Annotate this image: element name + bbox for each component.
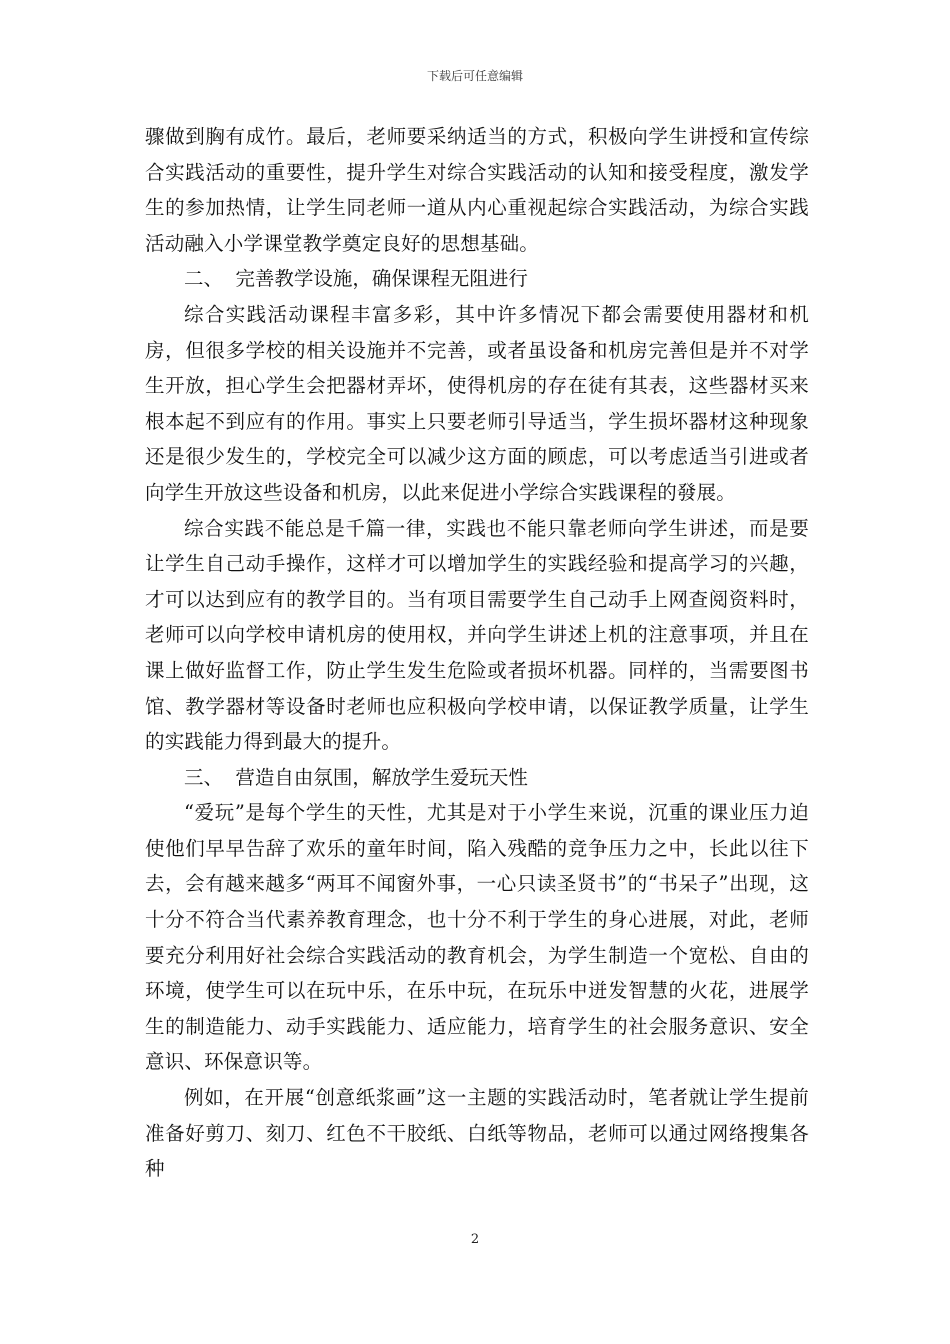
paragraph-hands-on-practice: 综合实践不能总是千篇一律，实践也不能只靠老师向学生讲述，而是要让学生自己动手操作，这样才可以增加学生的实践经验和提高学习的兴趣，才可以达到应有的教学目的。当有项目需要学生自己动手上网查阅资料时，老师可以向学校申请机房的使用权，并向学生讲述上机的注意事项，并且在课上做好监督工作，防止学生发生危险或者损坏机器。同样的，当需要图书馆、教学器材等设备时老师也应积极向学校申请，以保证教学质量，让学生的实践能力得到最大的提升。 (145, 516, 809, 754)
section-heading-2: 二、 完善教学设施，确保课程无阻进行 (184, 267, 528, 291)
paragraph-play-nature: “爱玩”是每个学生的天性，尤其是对于小学生来说，沉重的课业压力迫使他们早早告辞了欢乐的童年时间，陷入残酷的竞争压力之中，长此以往下去，会有越来越多“两耳不闻窗外事，一心只读圣贤书”的“书呆子”出现，这十分不符合当代素养教育理念，也十分不利于学生的身心进展，对此，老师要充分利用好社会综合实践活动的教育机会，为学生制造一个宽松、自由的环境，使学生可以在玩中乐，在乐中玩，在玩乐中迸发智慧的火花，进展学生的制造能力、动手实践能力、适应能力，培育学生的社会服务意识、安全意识、环保意识等。 (145, 801, 809, 1074)
page-header: 下载后可任意编辑 (426, 69, 523, 83)
section-heading-3: 三、 营造自由氛围，解放学生爱玩天性 (184, 765, 528, 789)
paragraph-example: 例如，在开展“创意纸浆画”这一主题的实践活动时，笔者就让学生提前准备好剪刀、刻刀、红色不干胶纸、白纸等物品，老师可以通过网络搜集各种 (145, 1086, 809, 1181)
paragraph-facilities: 综合实践活动课程丰富多彩，其中许多情况下都会需要使用器材和机房，但很多学校的相关设施并不完善，或者虽设备和机房完善但是并不对学生开放，担心学生会把器材弄坏，使得机房的存在徒有其表，这些器材买来根本起不到应有的作用。事实上只要老师引导适当，学生损坏器材这种现象还是很少发生的，学校完全可以减少这方面的顾虑，可以考虑适当引进或者向学生开放这些设备和机房，以此来促进小学综合实践课程的發展。 (145, 302, 809, 504)
paragraph-continuation: 骤做到胸有成竹。最后，老师要采纳适当的方式，积极向学生讲授和宣传综合实践活动的重要性，提升学生对综合实践活动的认知和接受程度，激发学生的参加热情，让学生同老师一道从内心重视起综合实践活动，为综合实践活动融入小学课堂教学奠定良好的思想基础。 (145, 125, 809, 255)
document-body (145, 119, 809, 1187)
page-number: 2 (470, 1232, 480, 1247)
